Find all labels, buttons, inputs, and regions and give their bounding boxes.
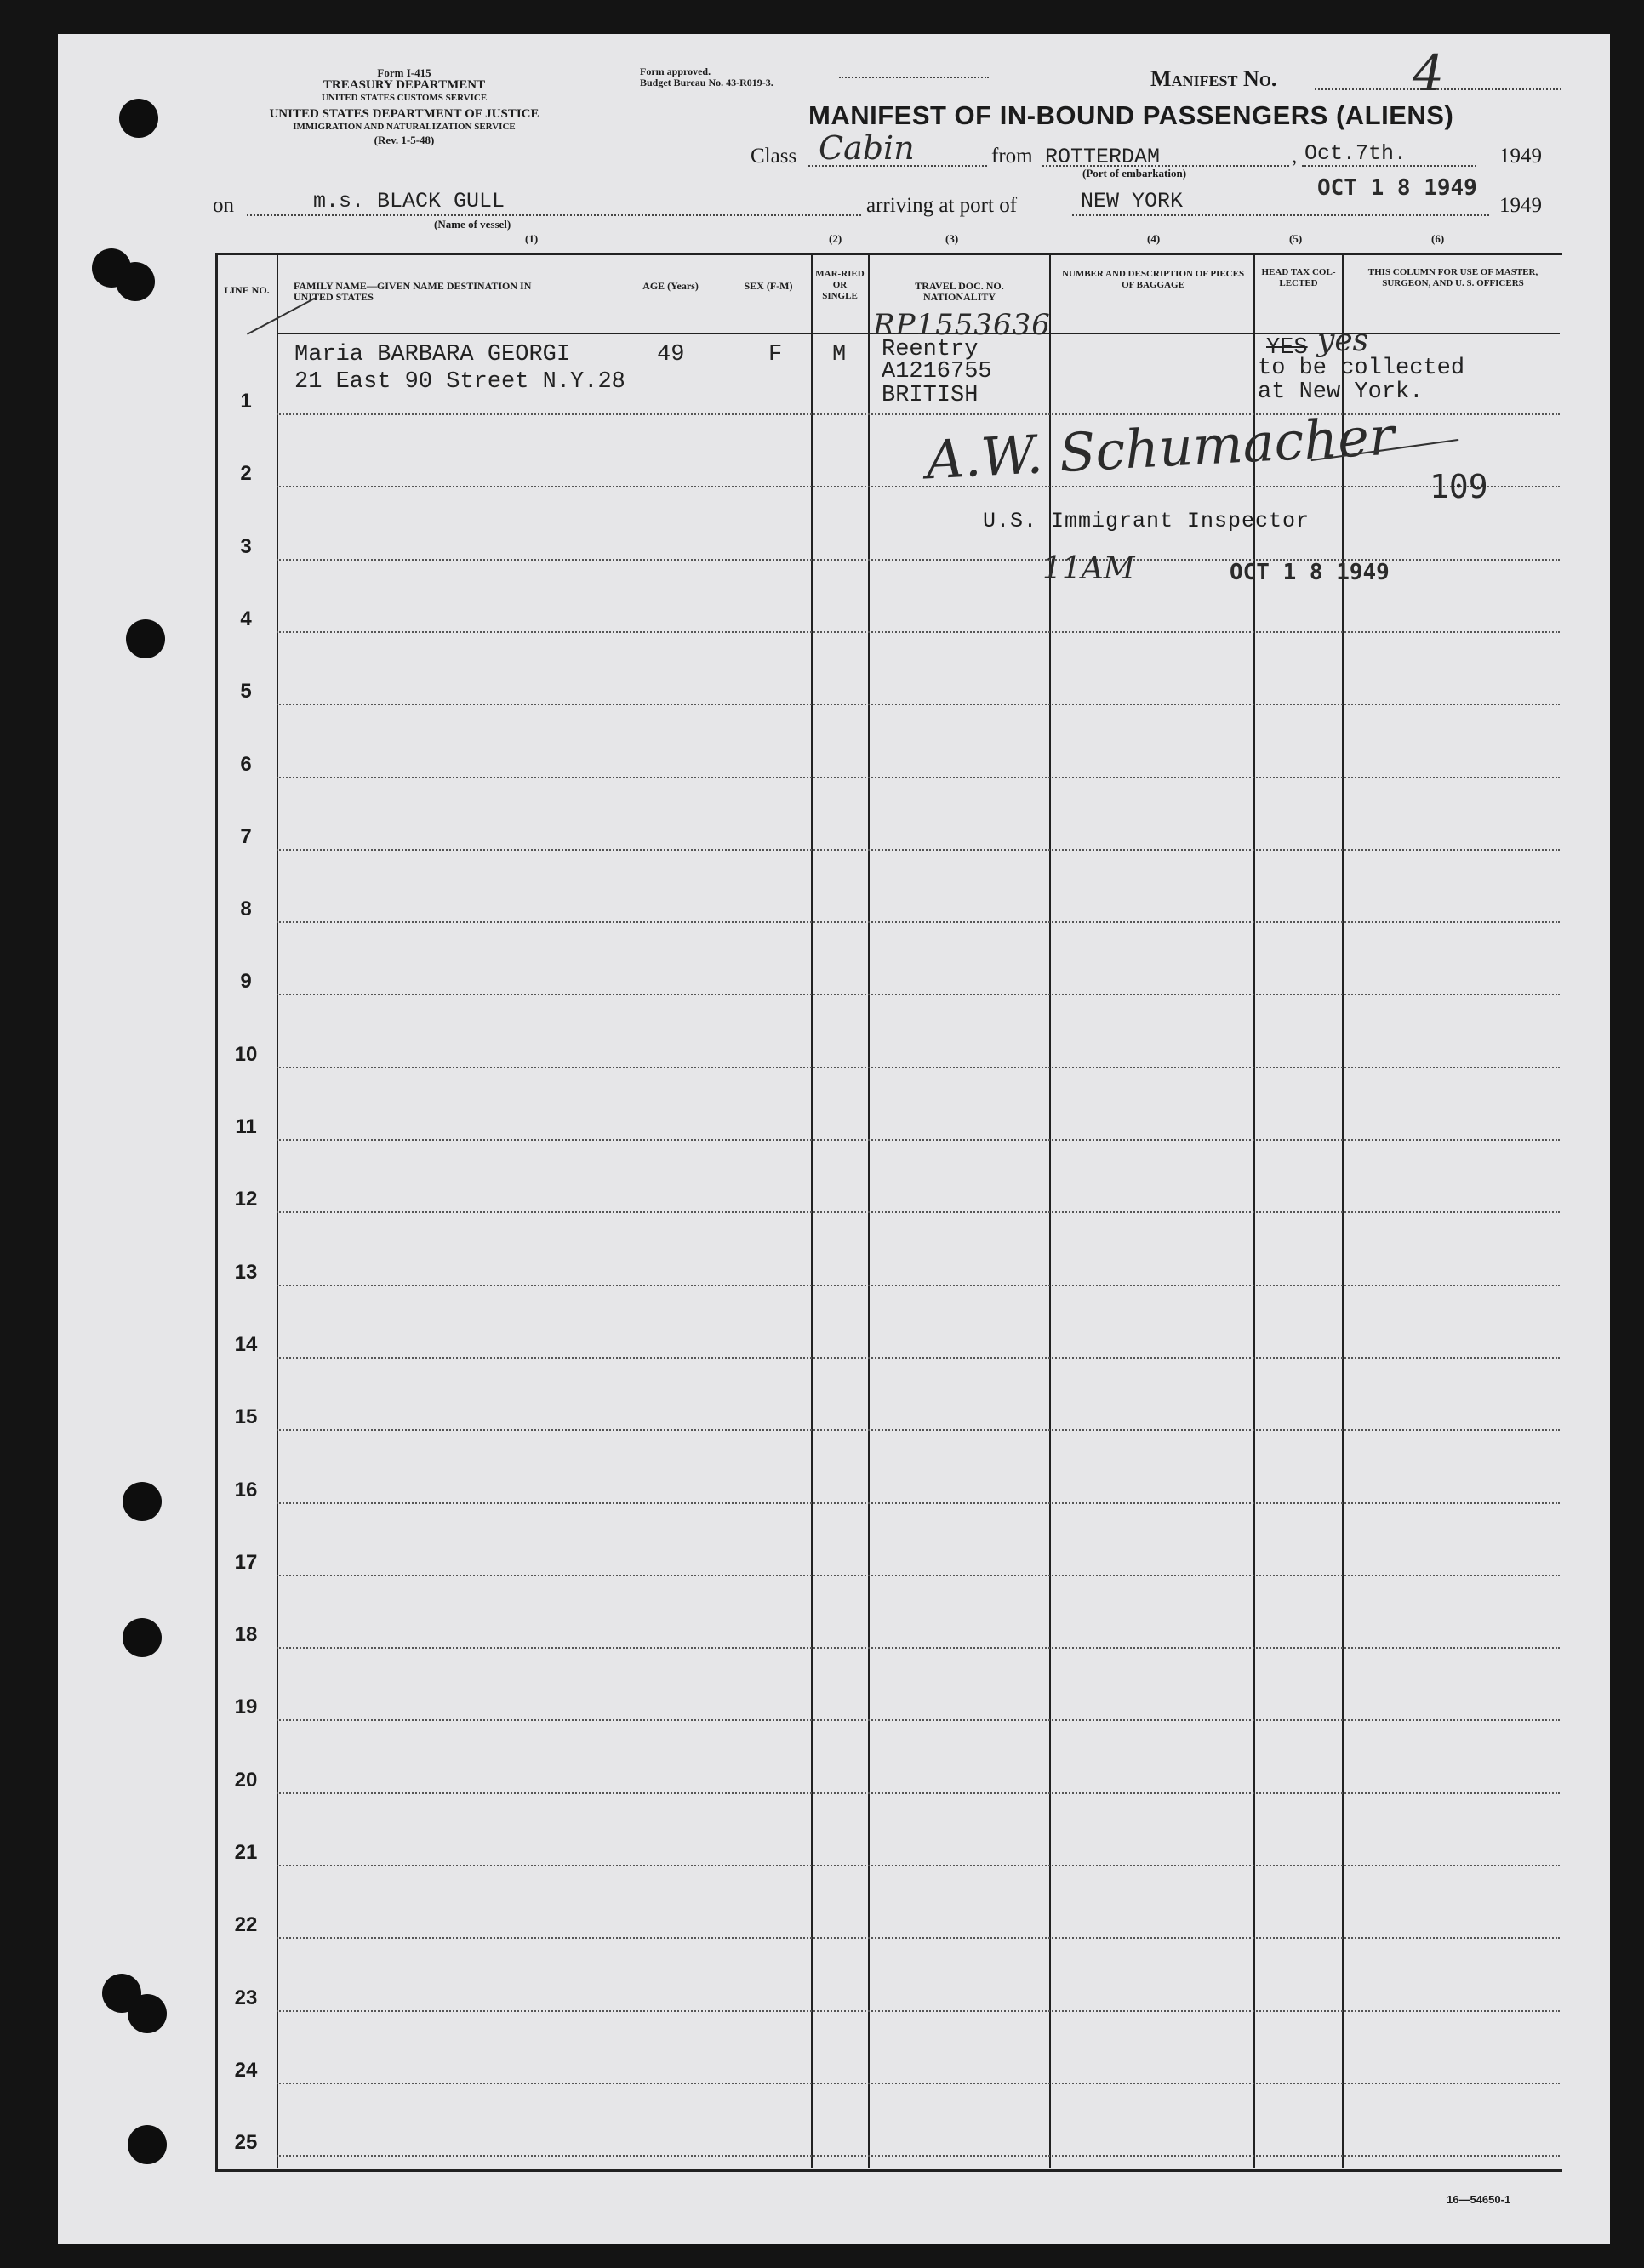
arriving-label: arriving at port of	[866, 194, 1018, 217]
row-rule	[277, 2010, 1560, 2012]
vessel-col-number: (1)	[525, 232, 539, 245]
line-number: 19	[234, 1695, 258, 1718]
treasury-department: TREASURY DEPARTMENT	[323, 78, 486, 92]
passenger-sex: F	[768, 342, 783, 368]
binder-hole	[126, 619, 165, 658]
travel-doc-handwritten: RP1553636	[873, 308, 1051, 342]
justice-department: UNITED STATES DEPARTMENT OF JUSTICE	[269, 107, 539, 121]
from-label: from	[991, 145, 1033, 168]
row-rule	[277, 1719, 1560, 1721]
col-header-travel: TRAVEL DOC. NO. NATIONALITY	[915, 280, 1004, 303]
col-number-6: (6)	[1431, 232, 1445, 245]
passenger-name: Maria BARBARA GEORGI	[294, 342, 571, 368]
line-number: 17	[234, 1551, 258, 1574]
arrival-year: 1949	[1499, 194, 1542, 217]
row-rule	[277, 994, 1560, 995]
col-number-5: (5)	[1289, 232, 1303, 245]
line-number: 2	[240, 462, 252, 485]
row-rule	[277, 486, 1560, 487]
header-left	[208, 66, 600, 146]
row-rule	[277, 1647, 1560, 1649]
line-number: 18	[234, 1623, 258, 1646]
row-rule	[277, 1357, 1560, 1359]
departure-year: 1949	[1499, 145, 1542, 168]
inspector-title: U.S. Immigrant Inspector	[983, 509, 1310, 533]
nationality: BRITISH	[882, 383, 979, 408]
line-number: 10	[234, 1043, 258, 1066]
revision: (Rev. 1-5-48)	[374, 134, 435, 146]
line-number: 22	[234, 1913, 258, 1936]
col-number-2: (2)	[829, 232, 842, 245]
row-rule	[277, 1429, 1560, 1431]
vessel-name-note: (Name of vessel)	[434, 218, 511, 231]
line-number: 21	[234, 1841, 258, 1864]
binder-hole	[119, 99, 158, 138]
line-number: 20	[234, 1769, 258, 1792]
row-rule	[277, 1285, 1560, 1286]
row-rule	[277, 2155, 1560, 2157]
row-rule	[277, 1575, 1560, 1576]
head-tax-struck: YES	[1266, 335, 1308, 361]
class-value: Cabin	[819, 129, 915, 167]
immigration-service: IMMIGRATION AND NATURALIZATION SERVICE	[293, 122, 516, 132]
form-approved: Form approved.	[640, 66, 711, 77]
vessel-name: m.s. BLACK GULL	[313, 189, 505, 214]
inspection-date-stamp: OCT 1 8 1949	[1230, 560, 1390, 585]
head-tax-note-1: to be collected	[1258, 356, 1465, 381]
row-rule	[277, 631, 1560, 633]
line-number: 14	[234, 1333, 258, 1356]
col-header-line: LINE NO.	[224, 284, 270, 296]
row-rule	[277, 1937, 1560, 1939]
row-rule	[277, 1792, 1560, 1794]
passenger-address: 21 East 90 Street N.Y.28	[294, 369, 625, 395]
travel-doc-number: A1216755	[882, 359, 992, 385]
line-number: 24	[234, 2059, 258, 2082]
comma: ,	[1292, 145, 1298, 168]
row-rule	[277, 1211, 1560, 1213]
line-number: 4	[240, 607, 252, 630]
col-header-married: MAR-RIED OR SINGLE	[815, 269, 865, 301]
line-number: 9	[240, 970, 252, 993]
line-number: 7	[240, 825, 252, 848]
col-header-name: FAMILY NAME—GIVEN NAME DESTINATION IN UNITED STATES	[294, 280, 532, 303]
binder-hole	[128, 2125, 167, 2164]
line-number: 13	[234, 1261, 258, 1284]
inspection-time: 11AM	[1042, 551, 1135, 586]
row-rule	[277, 777, 1560, 778]
col-header-age: AGE (Years)	[642, 280, 699, 292]
binder-hole	[116, 262, 155, 301]
from-port: ROTTERDAM	[1045, 145, 1161, 169]
vessel-on-label: on	[213, 194, 234, 217]
passenger-age: 49	[657, 342, 685, 368]
col-number-3: (3)	[945, 232, 959, 245]
row-rule	[277, 1865, 1560, 1866]
row-rule	[277, 849, 1560, 851]
col-header-tax: HEAD TAX COL-LECTED	[1261, 267, 1336, 288]
line-number: 15	[234, 1405, 258, 1428]
line-number: 1	[240, 390, 252, 413]
line-number: 16	[234, 1479, 258, 1502]
col-header-baggage: NUMBER AND DESCRIPTION OF PIECES OF BAGGAGE	[1061, 269, 1245, 290]
col-header-officers: THIS COLUMN FOR USE OF MASTER, SURGEON, AND U. S. OFFICERS	[1367, 267, 1538, 288]
row-rule	[277, 704, 1560, 705]
class-label: Class	[751, 145, 797, 168]
customs-service: UNITED STATES CUSTOMS SERVICE	[321, 93, 488, 103]
inspector-number: 109	[1430, 468, 1488, 505]
binder-hole	[128, 1994, 167, 2033]
head-tax-handwritten: yes	[1317, 323, 1369, 358]
travel-doc-type: Reentry	[882, 337, 979, 362]
row-rule	[277, 1502, 1560, 1504]
line-number: 8	[240, 898, 252, 920]
line-number: 6	[240, 753, 252, 776]
form-number: Form I-415	[377, 66, 431, 79]
line-number: 11	[235, 1115, 257, 1138]
row-rule	[277, 2083, 1560, 2084]
row-rule	[277, 921, 1560, 923]
port-embarkation-note: (Port of embarkation)	[1082, 167, 1187, 180]
passenger-married: M	[832, 342, 847, 368]
departure-date: Oct.7th.	[1304, 141, 1407, 166]
approval-note	[640, 66, 773, 88]
line-number: 25	[234, 2131, 258, 2154]
line-number: 23	[234, 1986, 258, 2009]
arrival-date-stamp: OCT 1 8 1949	[1317, 175, 1477, 201]
line-number: 3	[240, 535, 252, 558]
page-title: MANIFEST OF IN-BOUND PASSENGERS (ALIENS)	[808, 100, 1454, 130]
manifest-number-label: Manifest No.	[1150, 66, 1277, 91]
budget-bureau: Budget Bureau No. 43-R019-3.	[640, 77, 773, 88]
vessel-dots	[247, 214, 861, 216]
footer-code: 16—54650-1	[1447, 2193, 1511, 2206]
approval-dots	[839, 77, 989, 78]
col-number-4: (4)	[1147, 232, 1161, 245]
inspector-signature: A.W. Schumacher	[924, 404, 1396, 492]
row-rule	[277, 1067, 1560, 1068]
head-tax-note-2: at New York.	[1258, 379, 1424, 405]
col-header-sex: SEX (F-M)	[744, 280, 793, 292]
arrival-dots	[1072, 214, 1489, 216]
row-rule	[277, 1139, 1560, 1141]
line-number: 12	[234, 1188, 258, 1211]
binder-hole	[123, 1482, 162, 1521]
binder-hole	[123, 1618, 162, 1657]
arrival-port: NEW YORK	[1081, 189, 1184, 214]
manifest-number-value: 4	[1413, 44, 1444, 102]
line-number: 5	[240, 680, 252, 703]
